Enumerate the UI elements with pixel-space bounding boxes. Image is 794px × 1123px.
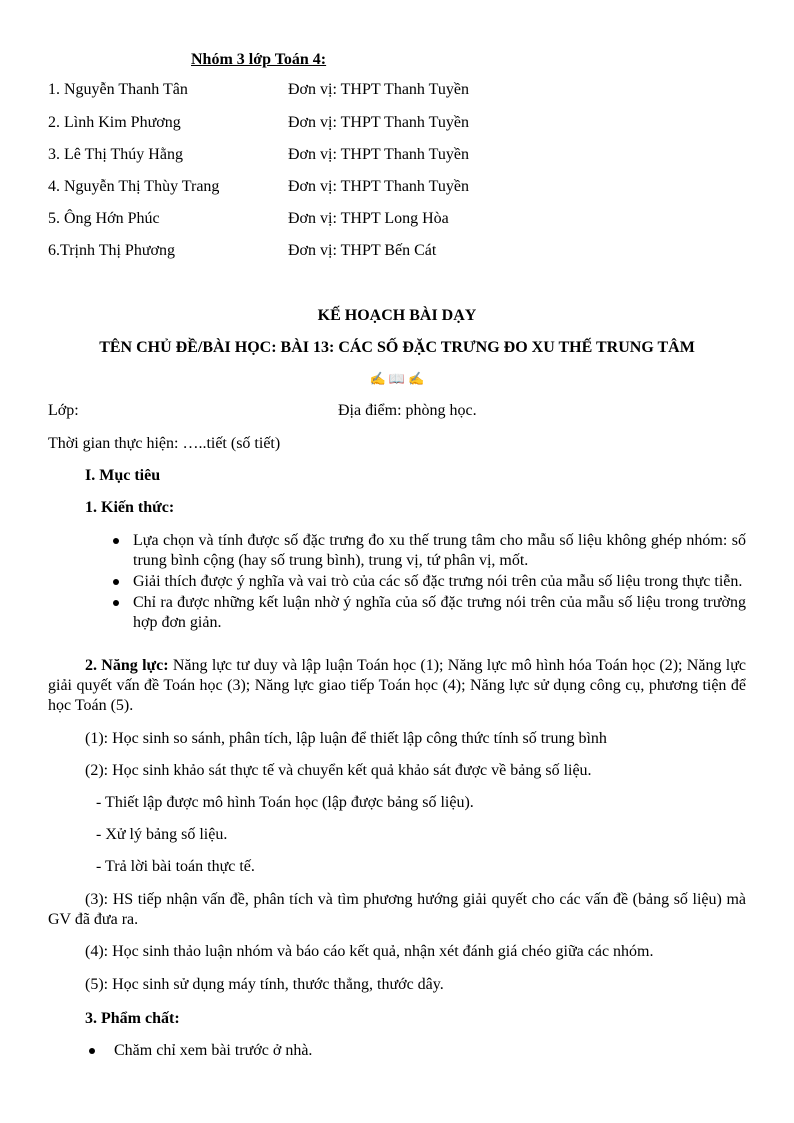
quality-list <box>85 1041 746 1061</box>
member-name: 5. Ông Hớn Phúc <box>48 210 160 227</box>
member-unit: Đơn vị: THPT Long Hòa <box>288 210 449 227</box>
competence-2-sub: - Trả lời bài toán thực tế. <box>96 858 255 875</box>
section-heading-objectives: I. Mục tiêu <box>85 467 161 484</box>
bullet-icon <box>113 600 119 606</box>
bullet-icon <box>113 579 119 585</box>
list-item: Lựa chọn và tính được số đặc trưng đo xu thế trung tâm cho mẫu số liệu không ghép nhóm: số trung bình cộng (hay số trung bình), trung vị, tứ phân vị, mốt. <box>109 531 746 571</box>
member-unit: Đơn vị: THPT Thanh Tuyền <box>288 146 469 163</box>
competence-3: (3): HS tiếp nhận vấn đề, phân tích và tìm phương hướng giải quyết cho các vấn đề (bảng số liệu) mà GV đã đưa ra. <box>48 891 746 928</box>
competence-2-sub: - Xử lý bảng số liệu. <box>96 826 228 843</box>
book-ornament-icon: ✍ 📖 ✍ <box>369 371 425 386</box>
member-unit: Đơn vị: THPT Thanh Tuyền <box>288 114 469 131</box>
bullet-icon <box>113 538 119 544</box>
competence-2: (2): Học sinh khảo sát thực tế và chuyển kết quả khảo sát được về bảng số liệu. <box>85 762 592 779</box>
competence-5: (5): Học sinh sử dụng máy tính, thước thẳng, thước dây. <box>85 976 444 993</box>
competence-heading: 2. Năng lực: <box>85 657 169 674</box>
location-label: Địa điểm: phòng học. <box>338 402 477 419</box>
member-unit: Đơn vị: THPT Thanh Tuyền <box>288 178 469 195</box>
document-title: KẾ HOẠCH BÀI DẠY <box>317 307 477 324</box>
list-item: Giải thích được ý nghĩa và vai trò của các số đặc trưng nói trên của mẫu số liệu trong thực tiễn. <box>109 572 746 592</box>
knowledge-list <box>109 531 746 633</box>
class-label: Lớp: <box>48 402 79 419</box>
competence-2-sub: - Thiết lập được mô hình Toán học (lập được bảng số liệu). <box>96 794 474 811</box>
list-item: Chỉ ra được những kết luận nhờ ý nghĩa của số đặc trưng nói trên của mẫu số liệu trong trường hợp đơn giản. <box>109 593 746 633</box>
member-name: 3. Lê Thị Thúy Hằng <box>48 146 183 163</box>
competence-4: (4): Học sinh thảo luận nhóm và báo cáo kết quả, nhận xét đánh giá chéo giữa các nhóm. <box>85 943 654 960</box>
group-heading: Nhóm 3 lớp Toán 4: <box>191 51 327 68</box>
topic-title: TÊN CHỦ ĐỀ/BÀI HỌC: BÀI 13: CÁC SỐ ĐẶC TRƯNG ĐO XU THẾ TRUNG TÂM <box>99 339 695 356</box>
bullet-icon <box>89 1048 95 1054</box>
knowledge-heading: 1. Kiến thức: <box>85 499 175 516</box>
quality-heading: 3. Phẩm chất: <box>85 1010 180 1027</box>
list-item: Chăm chỉ xem bài trước ở nhà. <box>85 1041 746 1061</box>
member-name: 4. Nguyễn Thị Thùy Trang <box>48 178 220 195</box>
member-name: 1. Nguyễn Thanh Tân <box>48 81 188 98</box>
member-unit: Đơn vị: THPT Thanh Tuyền <box>288 81 469 98</box>
competence-1: (1): Học sinh so sánh, phân tích, lập luận để thiết lập công thức tính số trung bình <box>85 730 607 747</box>
member-name: 2. Lình Kim Phương <box>48 114 181 131</box>
competence-paragraph: 2. Năng lực: Năng lực tư duy và lập luận Toán học (1); Năng lực mô hình hóa Toán học (2); Năng lực giải quyết vấn đề Toán học (3); Năng lực giao tiếp Toán học (4); Năng lực sử dụng công cụ, phương tiện để học Toán (5). <box>48 657 746 714</box>
member-name: 6.Trịnh Thị Phương <box>48 242 175 259</box>
member-unit: Đơn vị: THPT Bến Cát <box>288 242 437 259</box>
time-label: Thời gian thực hiện: …..tiết (số tiết) <box>48 435 281 452</box>
